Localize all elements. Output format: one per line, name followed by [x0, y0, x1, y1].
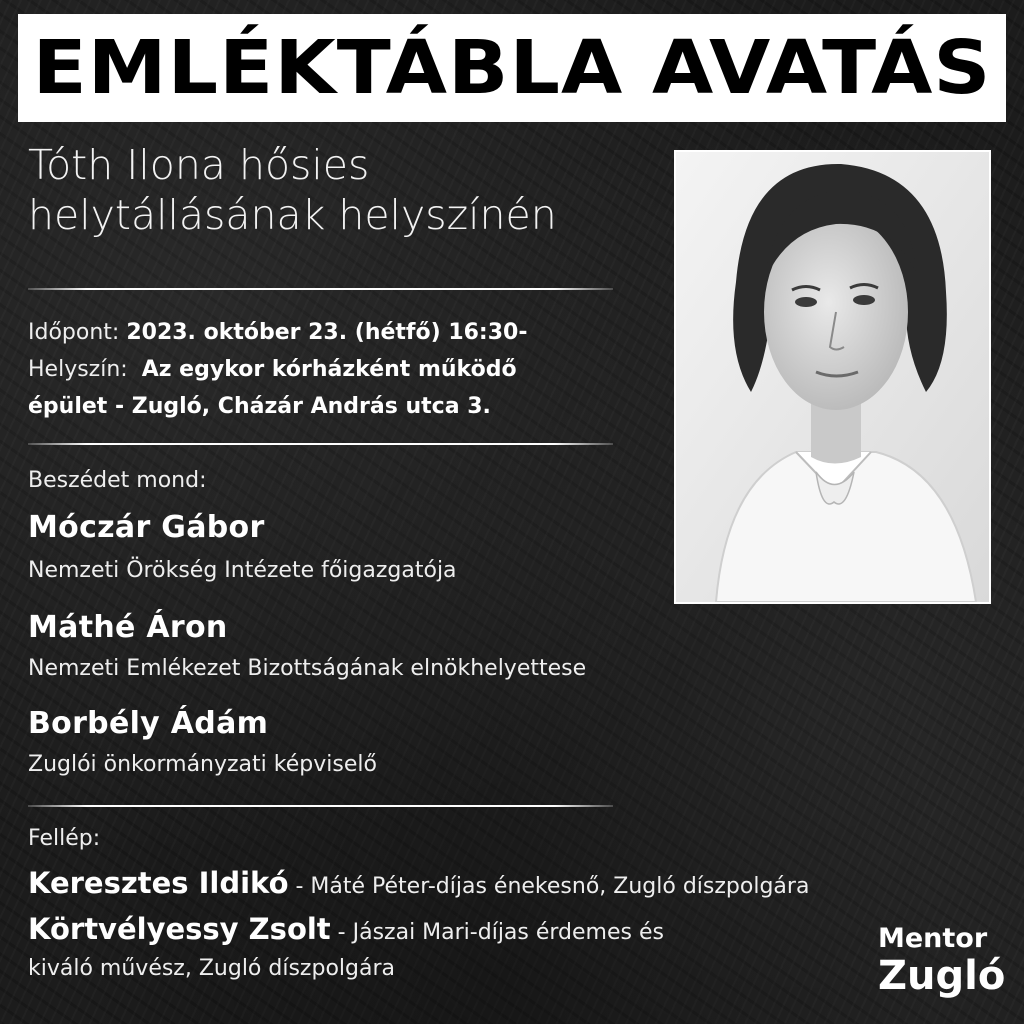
portrait-photo [674, 150, 991, 604]
time-label: Időpont: [28, 320, 120, 345]
logo-line-1: Mentor [878, 923, 988, 954]
title-banner [18, 14, 1006, 122]
place-row [28, 351, 648, 388]
place-label: Helyszín: [28, 357, 128, 382]
speaker-role: Nemzeti Emlékezet Bizottságának elnökhelyettese [28, 656, 587, 681]
performer-row [28, 864, 988, 906]
mentor-zuglo-logo [878, 923, 1006, 999]
logo-line-2: Zugló [878, 953, 1006, 999]
subtitle [28, 140, 648, 240]
divider-3 [28, 805, 613, 807]
speaker-role: Nemzeti Örökség Intézete főigazgatója [28, 558, 457, 583]
place-value-line-2: épület - Zugló, Cházár András utca 3. [28, 394, 491, 419]
speaker-name: Móczár Gábor [28, 510, 265, 545]
performer-name: Körtvélyessy Zsolt [28, 912, 331, 946]
speakers-label: Beszédet mond: [28, 468, 207, 493]
speaker-name: Máthé Áron [28, 610, 228, 645]
time-value: 2023. október 23. (hétfő) 16:30- [126, 320, 528, 345]
performer-row [28, 910, 988, 952]
speaker-name: Borbély Ádám [28, 706, 269, 741]
subtitle-line-2: helytállásának helyszínén [28, 191, 557, 239]
page-title: EMLÉKTÁBLA AVATÁS [32, 25, 992, 111]
performer-desc: - Jászai Mari-díjas érdemes és [330, 920, 664, 945]
speaker-role: Zuglói önkormányzati képviselő [28, 752, 377, 777]
place-value-line-1: Az egykor kórházként működő [141, 357, 517, 382]
time-row [28, 314, 648, 351]
performer-desc: - Máté Péter-díjas énekesnő, Zugló díszpolgára [288, 874, 810, 899]
portrait-illustration [676, 152, 989, 602]
performer-desc-cont: kiváló művész, Zugló díszpolgára [28, 956, 395, 981]
divider-1 [28, 288, 613, 290]
subtitle-line-1: Tóth Ilona hősies [28, 141, 370, 189]
event-info [28, 314, 648, 425]
divider-2 [28, 443, 613, 445]
performer-name: Keresztes Ildikó [28, 866, 289, 900]
performers-label: Fellép: [28, 826, 101, 851]
